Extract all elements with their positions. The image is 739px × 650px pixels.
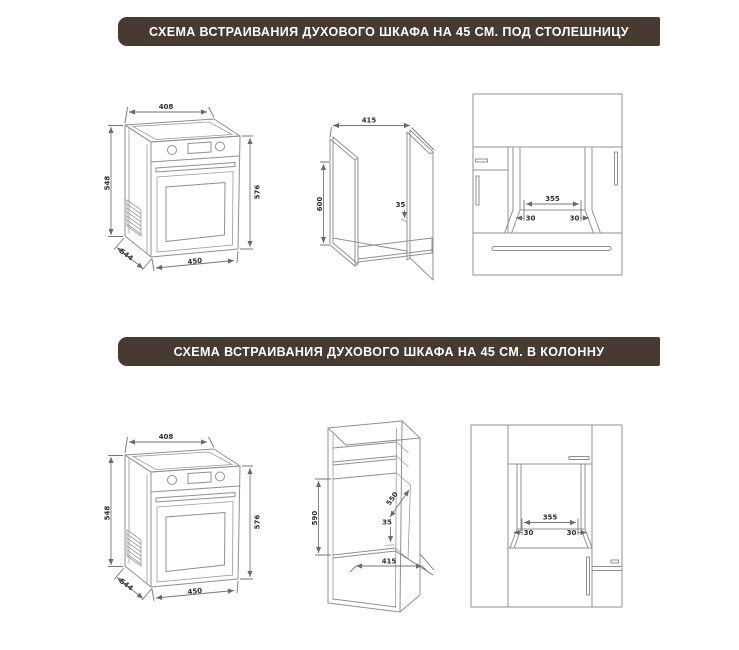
dim-gap-right: 30 <box>566 529 577 537</box>
oven-knob-right <box>216 472 225 481</box>
dim-oven-height-front: 576 <box>253 184 262 200</box>
section2-title: СХЕМА ВСТРАИВАНИЯ ДУХОВОГО ШКАФА НА 45 СМ. В КОЛОННУ <box>173 344 605 359</box>
oven-body <box>125 449 240 587</box>
lower-door-handle <box>587 557 590 595</box>
drawer-handle <box>476 159 488 162</box>
dim-niche-width: 415 <box>381 557 397 566</box>
oven-door-window <box>166 513 225 572</box>
section2-title-banner <box>118 337 660 366</box>
dim-opening-width: 355 <box>545 195 560 203</box>
oven-handle <box>156 493 235 503</box>
dim-cabinet-width-top: 415 <box>361 116 377 125</box>
left-door-handle <box>476 176 479 205</box>
oven-knob-right <box>216 142 225 151</box>
dim-opening-width: 355 <box>542 513 558 522</box>
dim-oven-height-back: 548 <box>103 175 112 191</box>
oven-drawing-1 <box>103 84 283 292</box>
dim-oven-width-front: 450 <box>187 256 203 267</box>
dim-oven-height-back: 548 <box>103 505 112 521</box>
section1-title: СХЕМА ВСТРАИВАНИЯ ДУХОВОГО ШКАФА НА 45 СМ. ПОД СТОЛЕШНИЦУ <box>149 24 629 39</box>
oven-body <box>125 119 240 257</box>
oven-drawing-2 <box>103 414 283 622</box>
dim-oven-width-top: 408 <box>158 103 174 111</box>
dim-oven-width-top: 408 <box>158 433 174 441</box>
side-drawer-handle <box>611 560 619 563</box>
dim-niche-height: 590 <box>311 510 319 526</box>
dim-oven-depth: 544 <box>117 577 135 593</box>
plinth-vent <box>492 247 611 251</box>
dim-cabinet-ledge: 35 <box>382 518 392 527</box>
dim-gap-left: 30 <box>523 529 534 537</box>
front-view-dimensions <box>514 514 587 538</box>
undercounter-cabinet-drawing <box>315 92 465 292</box>
front-view-undercounter <box>470 88 625 285</box>
section1-title-banner <box>118 17 660 46</box>
front-view-column <box>468 422 623 614</box>
front-view-body <box>473 94 622 275</box>
cabinet-body <box>328 421 420 612</box>
dim-gap-left: 30 <box>525 214 536 223</box>
oven-display <box>188 472 211 484</box>
dim-cabinet-ledge: 35 <box>395 201 406 209</box>
column-cabinet-drawing <box>310 418 460 628</box>
front-view-dimensions <box>516 195 589 223</box>
right-door-handle <box>615 152 618 185</box>
oven-door-window <box>166 183 225 242</box>
oven-handle <box>156 163 235 173</box>
dim-gap-right: 30 <box>569 214 580 223</box>
cabinet-body <box>330 130 433 280</box>
dim-niche-depth: 550 <box>384 490 400 508</box>
dim-cabinet-height: 600 <box>316 196 324 212</box>
oven-knob-left <box>168 476 177 485</box>
dim-oven-height-front: 576 <box>253 514 262 530</box>
oven-knob-left <box>168 146 177 155</box>
dim-oven-width-front: 450 <box>187 586 203 597</box>
upper-door-handle <box>569 457 589 460</box>
oven-display <box>188 142 211 154</box>
cabinet-dimensions <box>311 479 434 575</box>
dim-oven-depth: 544 <box>117 247 135 263</box>
